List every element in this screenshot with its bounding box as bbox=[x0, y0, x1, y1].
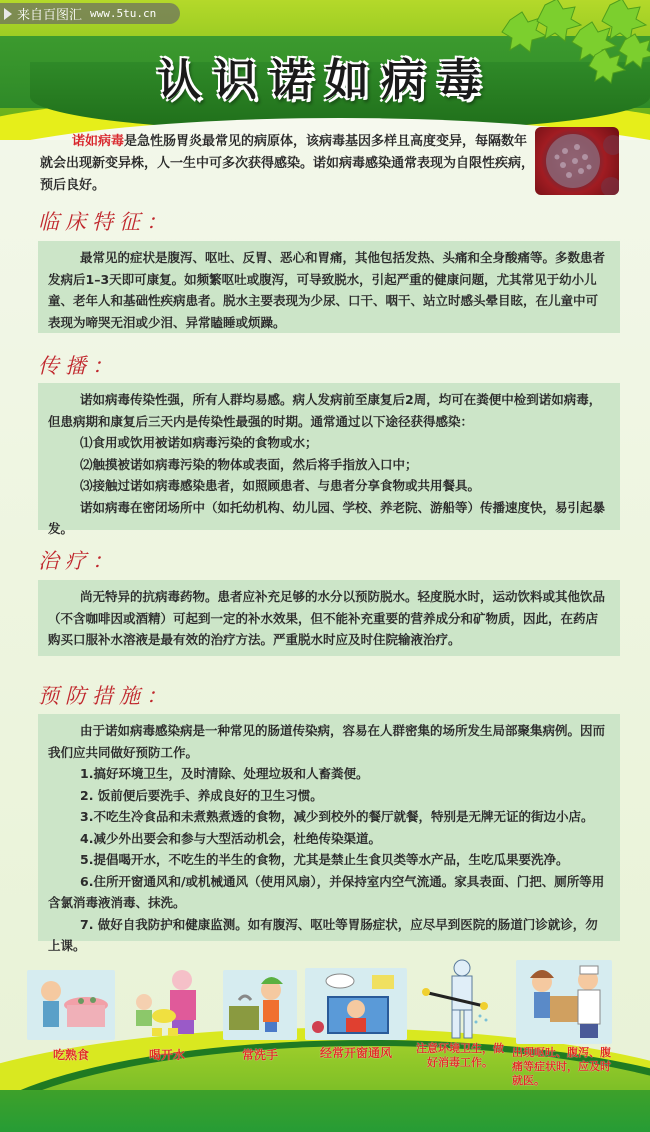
tip-caption: 出现呕吐、腹泻、腹痛等症状时，应及时就医。 bbox=[512, 1046, 611, 1087]
virus-image bbox=[535, 127, 619, 195]
footer-base bbox=[0, 1090, 650, 1132]
transmission-route-1: ⑴食用或饮用被诺如病毒污染的食物或水； bbox=[80, 435, 318, 450]
tip-caption: 常洗手 bbox=[241, 1048, 278, 1062]
transmission-route-2: ⑵触摸被诺如病毒污染的物体或表面，然后将手指放入口中； bbox=[80, 456, 418, 472]
tips-row bbox=[0, 958, 650, 1087]
section-box-clinical bbox=[38, 241, 620, 333]
tip-caption: 注意环境卫生，做好消毒工作。 bbox=[416, 1042, 504, 1069]
virus-icon bbox=[535, 127, 619, 195]
drinking-boiled-water-icon bbox=[124, 966, 210, 1042]
transmission-route-3: ⑶接触过诺如病毒感染患者，如照顾患者、与患者分享食物或共用餐具。 bbox=[80, 478, 481, 493]
section-paragraph: 尚无特异的抗病毒药物。患者应补充足够的水分以预防脱水。轻度脱水时，运动饮料或其他饮品（不含咖啡因或酒精）可起到一定的补水效果，但不能补充重要的营养成分和矿物质，因此，在药店购买口服补水溶液是最有效的治疗方法。严重脱水时应及时住院输液治疗。 bbox=[48, 589, 606, 647]
tip-eat-cooked bbox=[26, 958, 116, 1062]
doctor-visit-icon bbox=[516, 960, 612, 1044]
prevention-item-3: 3.不吃生冷食品和未煮熟煮透的食物，减少到校外的餐厅就餐，特别是无牌无证的街边小店。 bbox=[80, 809, 594, 824]
section-paragraph: 诺如病毒在密闭场所中（如托幼机构、幼儿园、学校、养老院、游船等）传播速度快，易引起暴发。 bbox=[48, 499, 606, 536]
tip-disinfection bbox=[414, 958, 506, 1070]
watermark-label: 来自百图汇 bbox=[17, 8, 83, 23]
intro-text: 是急性肠胃炎最常见的病原体，该病毒基因多样且高度变异，每隔数年就会出现新变异株，人一生中可多次获得感染。诺如病毒感染通常表现为自限性疾病，预后良好。 bbox=[40, 134, 535, 193]
section-paragraph: 由于诺如病毒感染病是一种常见的肠道传染病，容易在人群密集的场所发生局部聚集病例。因而我们应共同做好预防工作。 bbox=[48, 723, 606, 760]
section-title-transmission: 传播： bbox=[38, 354, 119, 378]
disinfection-worker-icon bbox=[418, 958, 502, 1042]
section-box-prevention bbox=[38, 714, 620, 953]
prevention-item-5: 5.提倡喝开水，不吃生的半生的食物，尤其是禁止生食贝类等水产品，生吃瓜果要洗净。 bbox=[80, 852, 569, 867]
tip-see-doctor bbox=[512, 958, 616, 1088]
section-title-prevention: 预防措施： bbox=[38, 684, 173, 708]
intro-paragraph bbox=[40, 131, 535, 197]
tip-caption: 喝开水 bbox=[148, 1048, 185, 1062]
window-ventilation-icon bbox=[305, 968, 407, 1040]
section-title-treatment: 治疗： bbox=[38, 549, 119, 573]
section-box-transmission bbox=[38, 383, 620, 536]
watermark-url[interactable]: www.5tu.cn bbox=[90, 7, 157, 20]
header-banner bbox=[0, 0, 650, 140]
prevention-item-7: 7. 做好自我防护和健康监测。如有腹泻、呕吐等胃肠症状，应尽早到医院的肠道门诊就诊，勿上课。 bbox=[48, 916, 598, 953]
tip-ventilation bbox=[304, 958, 408, 1060]
tip-caption: 经常开窗通风 bbox=[319, 1046, 392, 1060]
prevention-item-1: 1.搞好环境卫生，及时清除、处理垃圾和人畜粪便。 bbox=[80, 766, 369, 781]
prevention-item-6: 6.住所开窗通风和/或机械通风（使用风扇），并保持室内空气流通。家具表面、门把、厕所等用含氯消毒液消毒、抹洗。 bbox=[48, 873, 605, 910]
section-paragraph: 诺如病毒传染性强，所有人群均易感。病人发病前至康复后2周，均可在粪便中检到诺如病毒，但患病期和康复后三天内是传染性最强的时期。通常通过以下途径获得感染： bbox=[48, 392, 602, 429]
tip-caption: 吃熟食 bbox=[52, 1048, 89, 1062]
tip-wash-hands bbox=[222, 958, 298, 1062]
section-box-treatment bbox=[38, 580, 620, 656]
washing-hands-icon bbox=[223, 970, 297, 1040]
prevention-item-4: 4.减少外出要会和参与大型活动机会，杜绝传染渠道。 bbox=[80, 830, 381, 846]
section-paragraph: 最常见的症状是腹泻、呕吐、反胃、恶心和胃痛，其他包括发热、头痛和全身酸痛等。多数患者发病后1–3天即可康复。如频繁呕吐或腹泻，可导致脱水，引起严重的健康问题，尤其常见于幼小儿童、老年人和基础性疾病患者。脱水主要表现为少尿、口干、咽干、站立时感头晕目眩，在儿童中可表现为啼哭无泪或少泪、异常瞌睡或烦躁。 bbox=[48, 250, 606, 330]
intro-highlight: 诺如病毒 bbox=[72, 134, 125, 149]
eating-cooked-food-icon bbox=[27, 970, 115, 1040]
prevention-item-2: 2. 饭前便后要洗手、养成良好的卫生习惯。 bbox=[80, 787, 323, 803]
tip-drink-boiled-water bbox=[122, 958, 212, 1062]
play-triangle-icon bbox=[4, 8, 12, 20]
watermark-badge[interactable] bbox=[0, 3, 180, 24]
page-title: 认识诺如病毒 bbox=[157, 55, 493, 106]
section-title-clinical: 临床特征： bbox=[38, 210, 173, 234]
